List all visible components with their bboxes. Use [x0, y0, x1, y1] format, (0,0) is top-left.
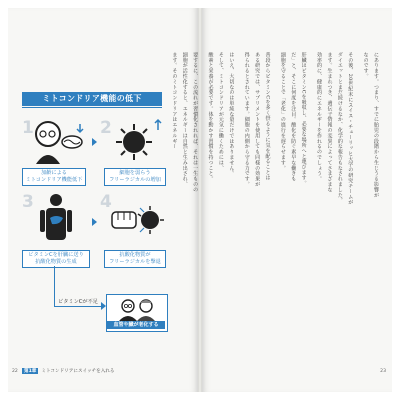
fist-virus-icon [108, 194, 166, 246]
connector-line-vertical [54, 266, 55, 306]
text-column: 要するに、この流れが習慣化されれば、それは一生ものの [192, 52, 199, 193]
text-column: 効率的に、健康的にエネルギーを作れるのでしょう。 [316, 52, 323, 182]
panel-caption-4: 抗酸化物質が フリーラジカルを撃退 [104, 250, 166, 268]
outcome-box [106, 294, 168, 332]
text-column: ダイエットとまだ続けるなか、化学的な報告もなされました。 [336, 52, 343, 204]
left-page-number: 22 [12, 369, 18, 374]
text-column: その後、20世紀末にスイス・チューリッヒ大学の研究チームが [347, 52, 354, 205]
text-column: ます。生まれつき、遺伝子情報の変異によってさまざまな [326, 52, 333, 193]
chapter-tag: 第1章 [24, 369, 37, 374]
arrow-3-to-4 [92, 218, 97, 226]
running-footer [22, 368, 115, 374]
panel-number-3: 3 [22, 192, 34, 212]
panel-number-1: 1 [22, 118, 34, 138]
text-column: はいえ、大切なのは単純な量だけではありません。 [228, 52, 235, 177]
text-column: なのです。 [362, 52, 369, 79]
elderly-person-icon [26, 116, 86, 166]
right-page [171, 8, 392, 392]
text-column: 得られるとされています。細胞の内側から守る力です。 [243, 52, 250, 187]
panel-caption-1: 加齢による ミトコンドリア機能低下 [22, 168, 86, 186]
text-column: にあります。つまり、すでに胎児の段階から生じうる影響が [373, 52, 379, 198]
outcome-caption: 血管や臓が老化する [107, 321, 165, 329]
vitamin-c-shortage-label: ビタミンCが不足 [58, 299, 98, 305]
figure-title: ミトコンドリア機能の低下 [22, 92, 162, 106]
text-column: ある研究では、サプリメントを使用しても同様の効果が [254, 52, 261, 187]
panel-caption-2: 細胞を弱らう フリーラジカルの増加 [104, 168, 166, 186]
panel-number-2: 2 [100, 118, 112, 138]
elderly-couple-icon [115, 297, 159, 321]
left-page [8, 8, 198, 392]
text-column: 普段からビタミンCを多く摂るように気を配ることは [264, 52, 271, 181]
text-column: だ」と、そこに何度を注目。酸化を防ぐ素早な働きも [290, 52, 297, 182]
text-column: 細胞を守ることで「老化」の進行を遅らせます。 [279, 52, 286, 171]
panel-number-4: 4 [100, 192, 112, 212]
text-column: 細胞が活性化すると、エネルギーは自然と生み出され、 [181, 52, 188, 187]
right-page-number: 23 [380, 369, 386, 374]
text-column: 肝臓はビタミンCを吸収し、必要な場所へと運びます。 [300, 52, 307, 186]
chapter-title: ミトコンドリアにスイッチを入れる [41, 369, 115, 374]
virus-icon [108, 116, 166, 166]
text-column: 酸素と栄養が必要です。体を動かす習慣を持つこと。 [207, 52, 214, 182]
liver-body-icon [30, 192, 82, 248]
connector-line-horizontal [54, 306, 102, 307]
text-column: ます。そのミトコンドリアはエネルギー [171, 52, 178, 150]
text-column: そして、ミトコンドリアが元気に働くためには、 [217, 52, 224, 171]
panel-caption-3: ビタミンCを肝臓に送り 抗酸化物質の生成 [22, 250, 90, 268]
body-text [171, 52, 379, 354]
book-spread [8, 8, 392, 392]
arrow-1-to-2 [92, 138, 97, 146]
figure-title-underline [22, 107, 162, 108]
